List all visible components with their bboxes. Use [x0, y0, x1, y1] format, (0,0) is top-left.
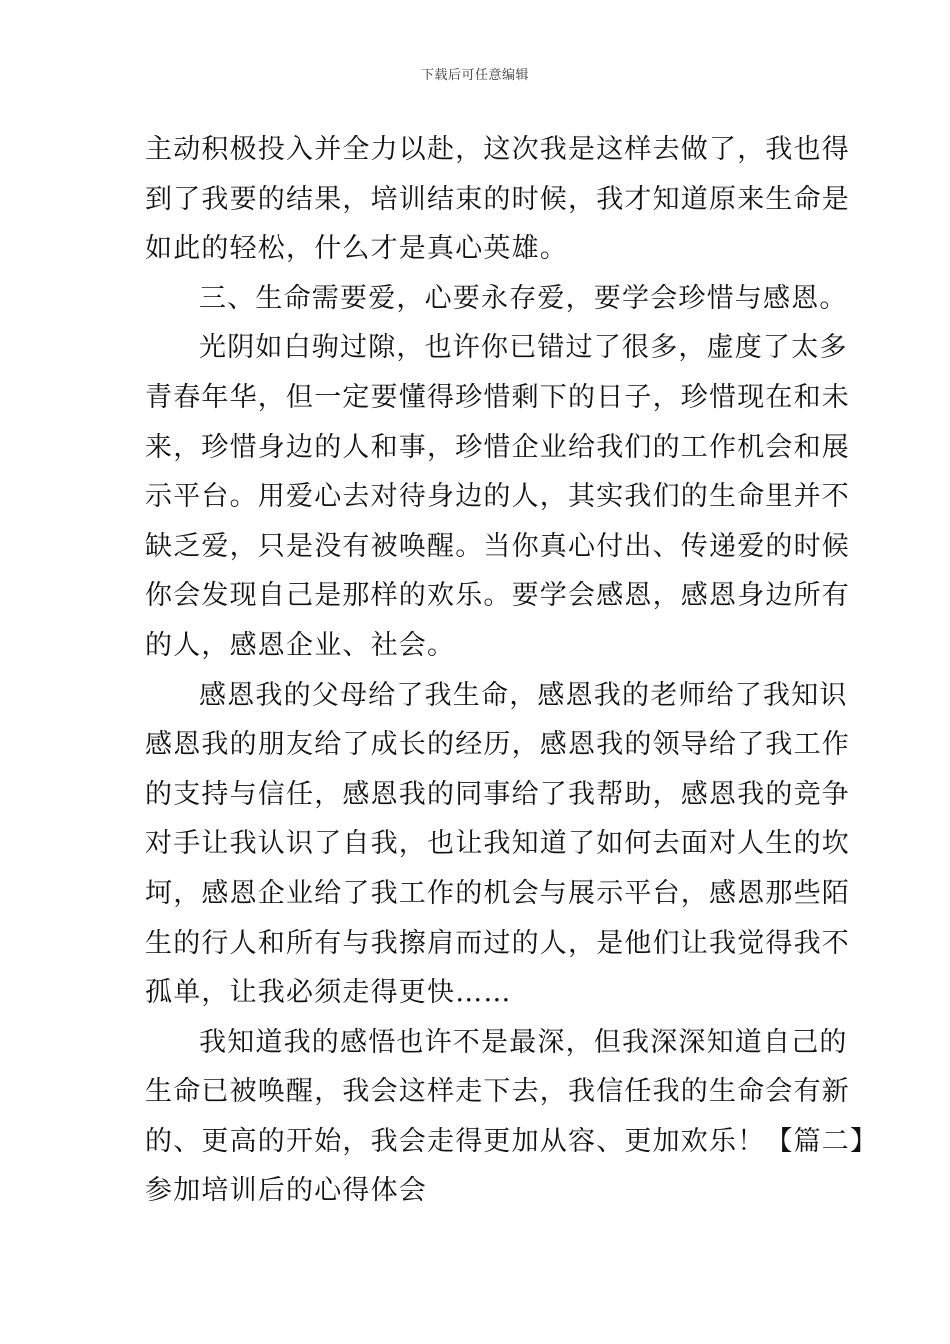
page-header: 下载后可任意编辑: [420, 68, 529, 83]
text-line: 如此的轻松，什么才是真心英雄。: [145, 233, 568, 265]
text-line: 青春年华，但一定要懂得珍惜剩下的日子，珍惜现在和未: [145, 381, 850, 413]
text-line: 坷，感恩企业给了我工作的机会与展示平台，感恩那些陌: [145, 877, 850, 909]
text-line: 你会发现自己是那样的欢乐。要学会感恩，感恩身边所有: [145, 580, 850, 612]
text-line: 主动积极投入并全力以赴，这次我是这样去做了，我也得: [145, 134, 850, 165]
text-line: 来，珍惜身边的人和事，珍惜企业给我们的工作机会和展: [145, 431, 850, 463]
text-line: 缺乏爱，只是没有被唤醒。当你真心付出、传递爱的时候: [145, 530, 850, 562]
document-body: [145, 125, 879, 1216]
text-line: 的人，感恩企业、社会。: [145, 629, 456, 661]
text-line: 我知道我的感悟也许不是最深，但我深深知道自己的: [199, 1026, 848, 1058]
text-line: 示平台。用爱心去对待身边的人，其实我们的生命里并不: [145, 481, 850, 513]
text-line: 的支持与信任，感恩我的同事给了我帮助，感恩我的竞争: [145, 778, 850, 810]
text-line: 感恩我的父母给了我生命，感恩我的老师给了我知识: [199, 679, 848, 711]
text-line: 参加培训后的心得体会: [145, 1175, 427, 1207]
text-line: 的、更高的开始，我会走得更加从容、更加欢乐！【篇二】: [145, 1125, 879, 1157]
text-line: 孤单，让我必须走得更快……: [145, 977, 512, 1009]
section-heading: 三、生命需要爱，心要永存爱，要学会珍惜与感恩。: [199, 282, 848, 314]
text-line: 生的行人和所有与我擦肩而过的人，是他们让我觉得我不: [145, 927, 850, 959]
text-line: 光阴如白驹过隙，也许你已错过了很多，虚度了太多: [199, 332, 848, 364]
text-line: 感恩我的朋友给了成长的经历，感恩我的领导给了我工作: [145, 729, 850, 761]
text-line: 生命已被唤醒，我会这样走下去，我信任我的生命会有新: [145, 1076, 850, 1108]
text-line: 对手让我认识了自我，也让我知道了如何去面对人生的坎: [145, 828, 850, 860]
text-line: 到了我要的结果，培训结束的时候，我才知道原来生命是: [145, 183, 850, 215]
